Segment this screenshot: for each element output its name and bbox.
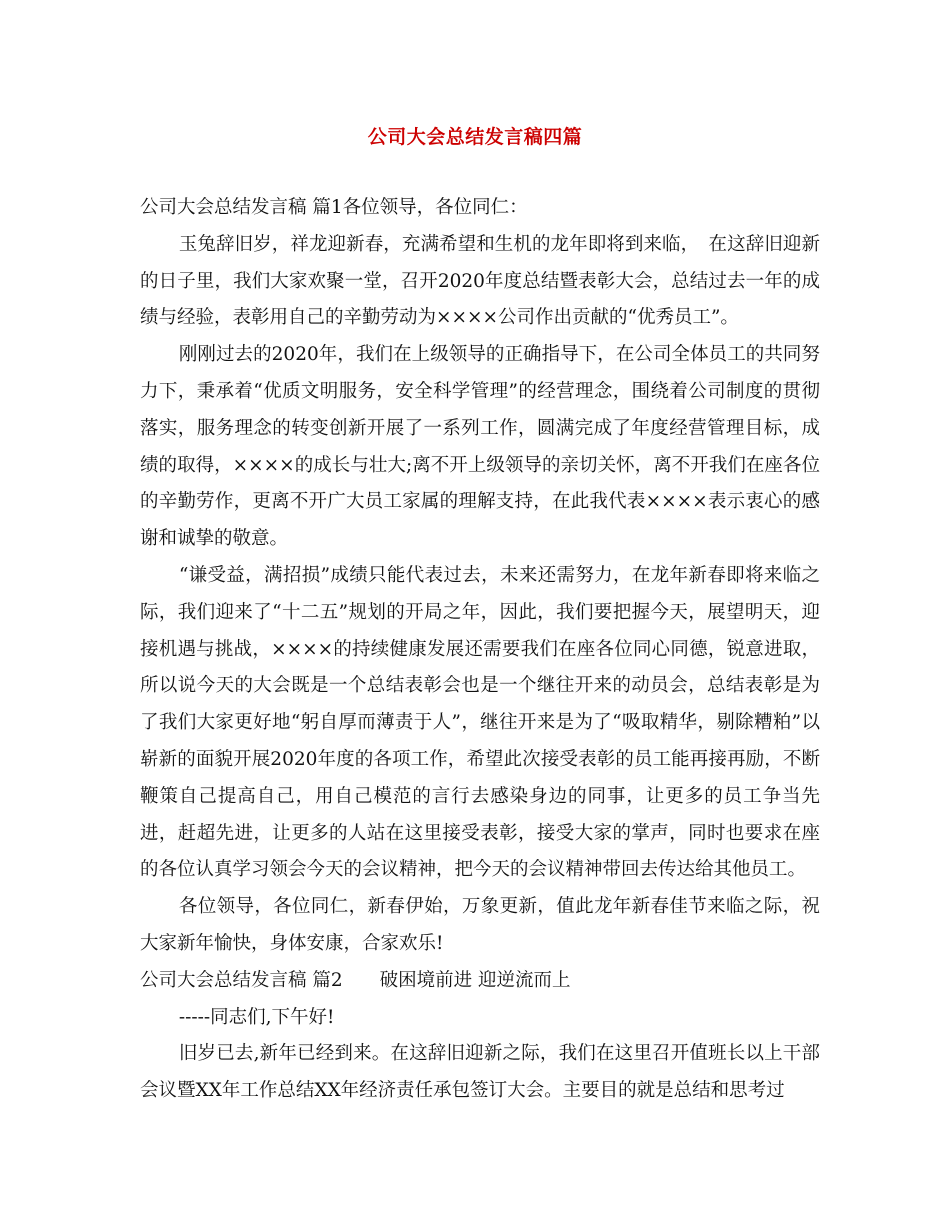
section-1-heading: 公司大会总结发言稿 篇1各位领导，各位同仁： [140, 197, 528, 218]
paragraph: “谦受益，满招损”成绩只能代表过去，未来还需努力，在龙年新春即将来临之际，我们迎来了“十二五”规划的开局之年，因此，我们要把握今天，展望明天，迎接机遇与挑战，××××的持续健康发展还需要我们在座各位同心同德，锐意进取，所以说今天的大会既是一个总结表彰会也是一个继往开来的动员会，总结表彰是为了我们大家更好地“躬自厚而薄责于人”，继往开来是为了“吸取精华，剔除糟粕”以崭新的面貌开展2020年度的各项工作，希望此次接受表彰的员工能再接再励，不断鞭策自己提高自己，用自己模范的言行去感染身边的同事，让更多的员工争当先进，赶超先进，让更多的人站在这里接受表彰，接受大家的掌声，同时也要求在座的各位认真学习领会今天的会议精神，把今天的会议精神带回去传达给其他员工。 [140, 564, 820, 881]
section-2-heading: 公司大会总结发言稿 篇2 破困境前进 迎逆流而上 [140, 969, 571, 991]
document-title: 公司大会总结发言稿四篇 [367, 126, 583, 148]
greeting: -----同志们,下午好! [178, 1006, 335, 1028]
paragraph: 旧岁已去,新年已经到来。在这辞旧迎新之际，我们在这里召开值班长以上干部会议暨XX年工作总结XX年经济责任承包签订大会。主要目的就是总结和思考过 [140, 1043, 820, 1102]
document-body [140, 190, 820, 1110]
paragraph: 刚刚过去的2020年，我们在上级领导的正确指导下，在公司全体员工的共同努力下，秉承着“优质文明服务，安全科学管理”的经营理念，围绕着公司制度的贯彻落实，服务理念的转变创新开展了一系列工作，圆满完成了年度经营管理目标，成绩的取得，××××的成长与壮大;离不开上级领导的亲切关怀，离不开我们在座各位的辛勤劳作，更离不开广大员工家属的理解支持，在此我代表××××表示衷心的感谢和诚挚的敬意。 [140, 344, 820, 550]
paragraph: 各位领导，各位同仁，新春伊始，万象更新，值此龙年新春佳节来临之际，祝大家新年愉快，身体安康，合家欢乐! [140, 896, 820, 954]
paragraph: 玉兔辞旧岁，祥龙迎新春，充满希望和生机的龙年即将到来临， 在这辞旧迎新的日子里，我们大家欢聚一堂，召开2020年度总结暨表彰大会，总结过去一年的成绩与经验，表彰用自己的辛勤劳动为××××公司作出贡献的“优秀员工”。 [140, 233, 820, 329]
